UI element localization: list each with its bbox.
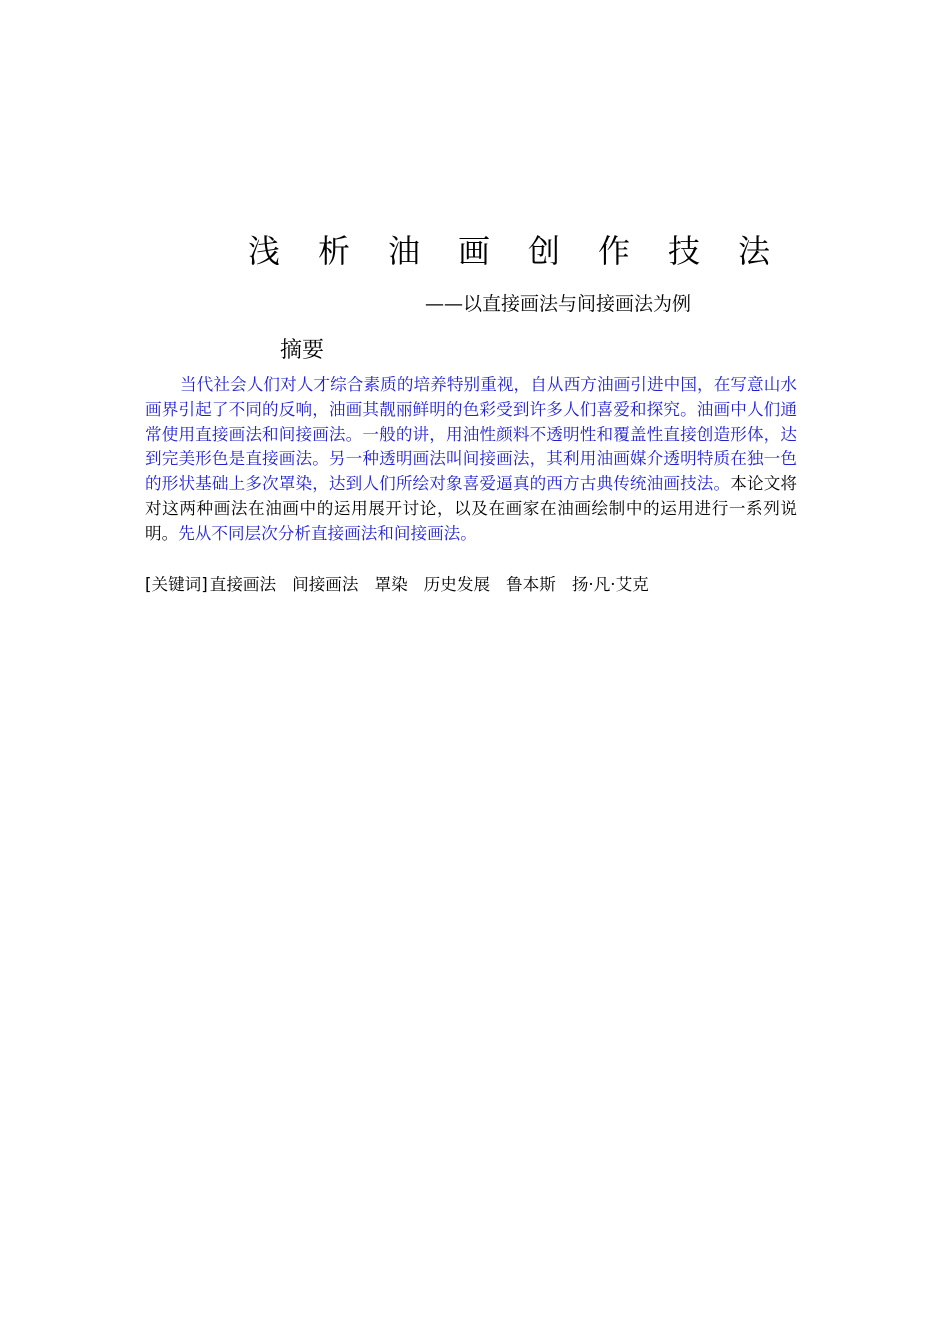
abstract-body <box>145 373 797 547</box>
keywords-label: [关键词] <box>145 575 208 594</box>
keyword: 间接画法 <box>292 575 359 594</box>
document-title: 浅析油画创作技法 <box>248 232 809 270</box>
keyword: 直接画法 <box>209 575 277 594</box>
abstract-segment-2: 本论文将对这两种画法在油画中的运用展开讨论，以及在画家在油画绘制中的运用进行一系列说明。 <box>145 474 798 543</box>
abstract-segment-1: 当代社会人们对人才综合素质的培养特别重视，自从西方油画引进中国，在写意山水画界引起了不同的反响，油画其靓丽鲜明的色彩受到许多人们喜爱和探究。油画中人们通常使用直接画法和间接画法。一般的讲，用油性颜料不透明性和覆盖性直接创造形体，达到完美形色是直接画法。另一种透明画法叫间接画法，其利用油画媒介透明特质在独一色的形状基础上多次罩染，达到人们所绘对象喜爱逼真的西方古典传统油画技法。 <box>145 375 797 494</box>
document-subtitle: ——以直接画法与间接画法为例 <box>425 293 692 315</box>
keyword: 历史发展 <box>423 575 491 594</box>
abstract-segment-3: 先从不同层次分析直接画法和间接画法。 <box>178 523 477 543</box>
keyword-plain: 扬·凡·艾克 <box>571 575 649 594</box>
keyword: 罩染 <box>374 575 408 594</box>
keywords-line <box>145 572 665 598</box>
abstract-heading: 摘要 <box>280 338 325 363</box>
keyword-plain: 鲁本斯 <box>506 575 556 594</box>
